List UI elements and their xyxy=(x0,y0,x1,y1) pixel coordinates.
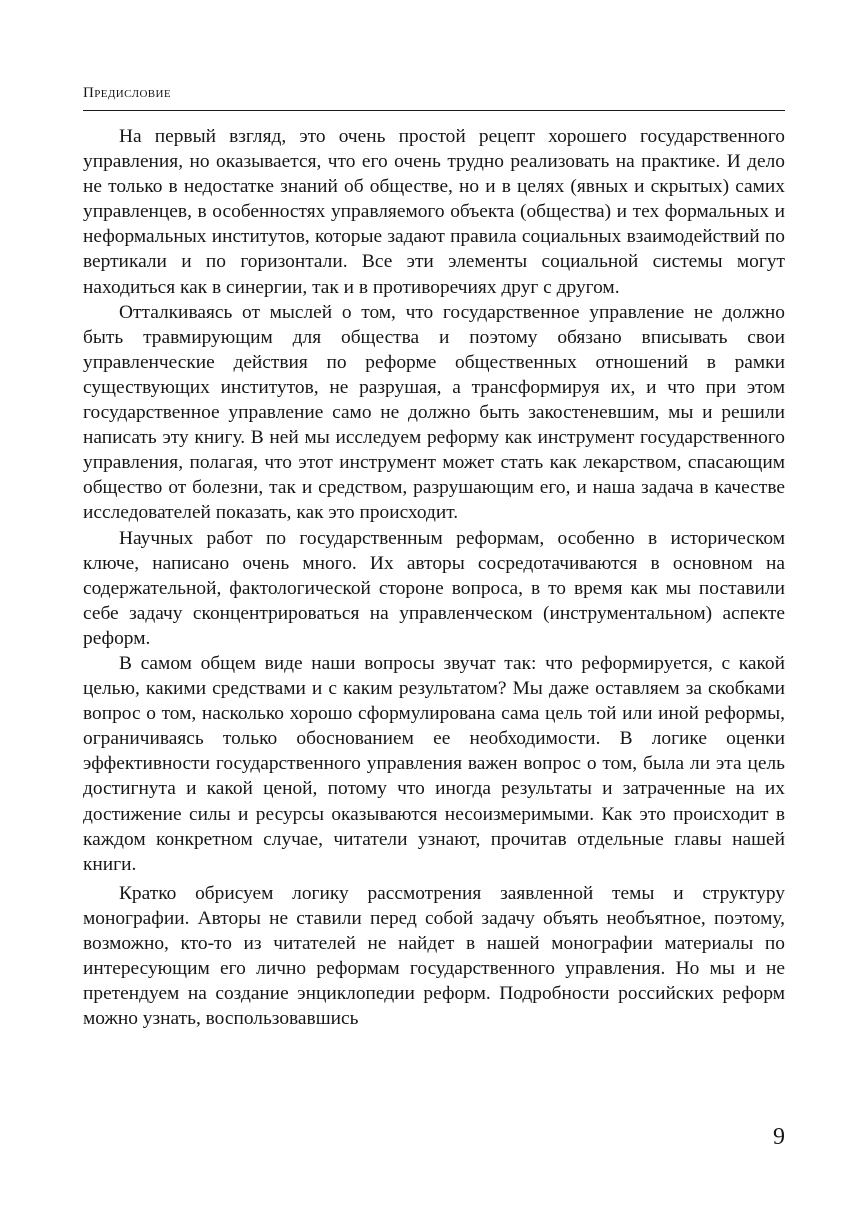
paragraph-5: Кратко обрисуем логику рассмотрения заявленной темы и структуру монографии. Авторы не ставили перед собой задачу объять необъятное, поэтому, возможно, кто-то из читателей не найдет в нашей монографии материалы по интересующим его лично реформам государственного управления. Но мы и не претендуем на создание энциклопедии реформ. Подробности российских реформ можно узнать, воспользовавшись xyxy=(83,882,785,1030)
running-header xyxy=(83,82,785,111)
paragraph-4: В самом общем виде наши вопросы звучат так: что реформируется, с какой целью, какими средствами и с каким результатом? Мы даже оставляем за скобками вопрос о том, насколько хорошо сформулирована сама цель той или иной реформы, ограничиваясь только обоснованием ее необходимости. В логике оценки эффективности государственного управления важен вопрос о том, была ли эта цель достигнута и какой ценой, потому что иногда результаты и затраченные на их достижение силы и ресурсы оказываются несоизмеримыми. Как это происходит в каждом конкретном случае, читатели узнают, прочитав отдельные главы нашей книги. xyxy=(83,652,785,875)
paragraph-2: Отталкиваясь от мыслей о том, что государственное управление не должно быть травмирующим для общества и поэтому обязано вписывать свои управленческие действия по реформе общественных отношений в рамки существующих институтов, не разрушая, а трансформируя их, и что при этом государственное управление само не должно быть закостеневшим, мы и решили написать эту книгу. В ней мы исследуем реформу как инструмент государственного управления, полагая, что этот инструмент может стать как лекарством, спасающим общество от болезни, так и средством, разрушающим его, и наша задача в качестве исследователей показать, как это происходит. xyxy=(83,301,785,524)
running-header-title: Предисловие xyxy=(83,85,171,101)
paragraph-1: На первый взгляд, это очень простой рецепт хорошего государственного управления, но оказывается, что его очень трудно реализовать на практике. И дело не только в недостатке знаний об обществе, но и в целях (явных и скрытых) самих управленцев, в особенностях управляемого объекта (общества) и тех формальных и неформальных институтов, которые задают правила социальных взаимодействий по вертикали и по горизонтали. Все эти элементы социальной системы могут находиться как в синергии, так и в противоречиях друг с другом. xyxy=(83,126,785,298)
paragraph-3: Научных работ по государственным реформам, особенно в историческом ключе, написано очень много. Их авторы сосредотачиваются в основном на содержательной, фактологической стороне вопроса, в то время как мы поставили себе задачу сконцентрироваться на управленческом (инструментальном) аспекте реформ. xyxy=(83,527,785,649)
page-number: 9 xyxy=(773,1124,785,1150)
body-text xyxy=(83,124,785,1031)
